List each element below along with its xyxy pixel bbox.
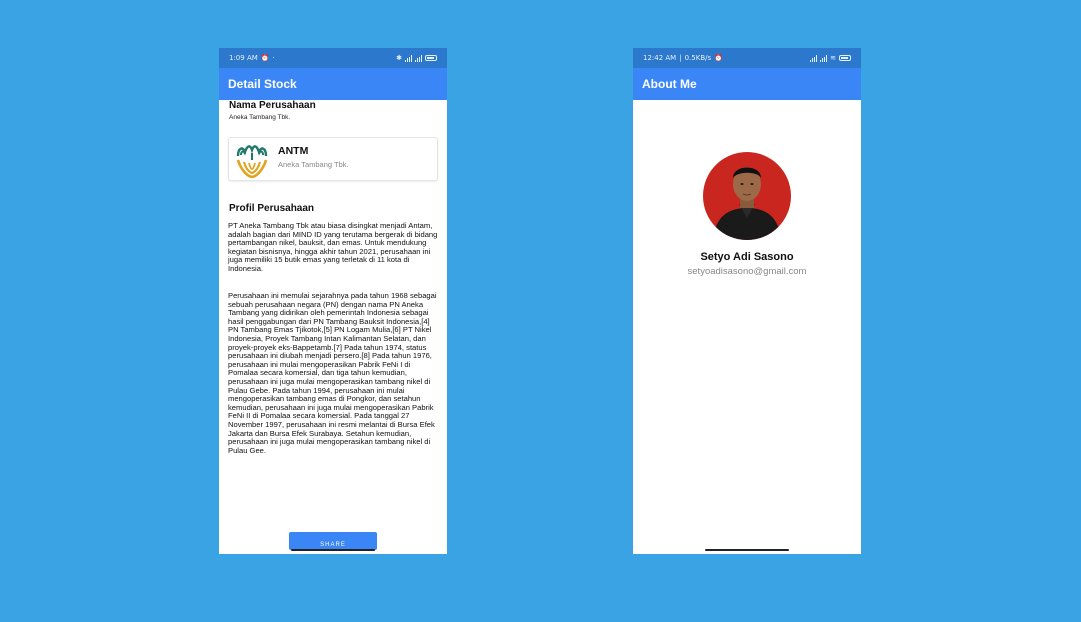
signal-icon bbox=[810, 55, 817, 62]
company-section-title: Nama Perusahaan bbox=[229, 100, 316, 111]
detail-stock-screen bbox=[219, 48, 447, 554]
profile-name: Setyo Adi Sasono bbox=[700, 251, 794, 263]
gesture-nav-bar[interactable] bbox=[291, 549, 375, 551]
battery-icon bbox=[839, 55, 851, 61]
stock-code: ANTM bbox=[278, 145, 309, 157]
status-time: 1:09 AM bbox=[229, 54, 258, 62]
status-bar bbox=[219, 48, 447, 68]
stock-card[interactable] bbox=[228, 137, 438, 181]
wifi-icon: ≋ bbox=[830, 54, 836, 62]
profile-avatar bbox=[703, 152, 791, 240]
status-separator: | bbox=[679, 54, 682, 62]
app-bar-title: About Me bbox=[642, 77, 697, 91]
status-time: 12:42 AM bbox=[643, 54, 677, 62]
bluetooth-icon: ✱ bbox=[396, 54, 402, 62]
signal-icon bbox=[405, 55, 412, 62]
network-speed: 0.5KB/s bbox=[684, 54, 712, 62]
company-name: Aneka Tambang Tbk. bbox=[229, 114, 291, 121]
battery-icon bbox=[425, 55, 437, 61]
signal-icon bbox=[820, 55, 827, 62]
share-button[interactable]: SHARE bbox=[289, 532, 377, 550]
profile-photo bbox=[703, 152, 791, 240]
profile-email: setyoadisasono@gmail.com bbox=[687, 266, 807, 277]
dot-icon: · bbox=[272, 54, 275, 62]
gesture-nav-bar[interactable] bbox=[705, 549, 789, 551]
app-bar bbox=[219, 68, 447, 100]
antam-logo-icon bbox=[235, 142, 269, 178]
alarm-icon: ⏰ bbox=[714, 54, 723, 62]
app-bar-title: Detail Stock bbox=[228, 77, 297, 91]
about-content bbox=[633, 100, 861, 554]
signal-icon bbox=[415, 55, 422, 62]
app-bar bbox=[633, 68, 861, 100]
stock-company-name: Aneka Tambang Tbk. bbox=[278, 160, 349, 169]
detail-scroll-content[interactable] bbox=[219, 100, 447, 554]
profile-paragraph-2: Perusahaan ini memulai sejarahnya pada tahun 1968 sebagai sebuah perusahaan negara (PN) dengan nama PN Aneka Tambang yang didirikan oleh pemerintah Indonesia sebagai hasil penggabungan dari PN Tambang Bauksit Indonesia,[4] PN Tambang Emas Tjikotok,[5] PN Logam Mulia,[6] PT Nikel Indonesia, Proyek Tambang Intan Kalimantan Selatan, dan proyek-proyek eks-Bappetamb.[7] Pada tahun 1974, status perusahaan ini diubah menjadi persero.[8] Pada tahun 1976, perusahaan ini mulai mengoperasikan Pabrik FeNi I di Pomalaa secara komersial, dan tiga tahun kemudian, perusahaan ini juga mulai mengoperasikan tambang nikel di Pulau Gebe. Pada tahun 1994, perusahaan ini mulai mengoperasikan tambang emas di Pongkor, dan setahun kemudian, perusahaan ini juga mulai mengoperasikan Pabrik FeNi II di Pomalaa secara komersial. Pada tanggal 27 November 1997, perusahaan ini resmi melantai di Bursa Efek Jakarta dan Bursa Efek Surabaya. Setahun kemudian, perusahaan ini juga mulai mengoperasikan tambang nikel di Pulau Gee. bbox=[228, 291, 437, 455]
about-me-screen bbox=[633, 48, 861, 554]
status-bar bbox=[633, 48, 861, 68]
profile-section-title: Profil Perusahaan bbox=[229, 203, 315, 214]
profile-paragraph-1: PT Aneka Tambang Tbk atau biasa disingkat menjadi Antam, adalah bagian dari MIND ID yang terutama bergerak di bidang pertambangan nikel, bauksit, dan emas. Untuk mendukung kegiatan bisnisnya, hingga akhir tahun 2021, perusahaan ini juga memiliki 15 butik emas yang terletak di 11 kota di Indonesia. bbox=[228, 221, 438, 273]
alarm-icon: ⏰ bbox=[260, 54, 270, 62]
